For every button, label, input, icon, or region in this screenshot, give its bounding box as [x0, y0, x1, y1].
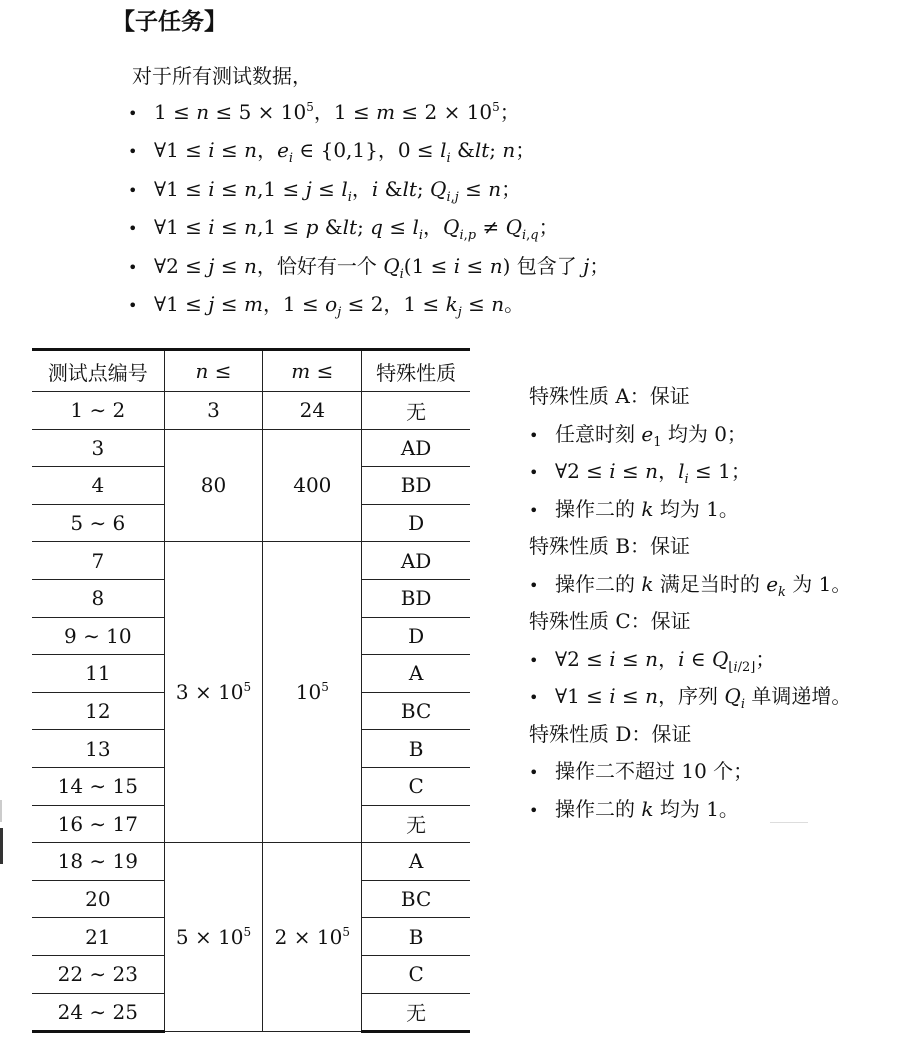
- property-title: 特殊性质 C：保证: [529, 609, 691, 633]
- header-n: n ≤: [164, 350, 263, 392]
- cell-special-property: BD: [362, 579, 470, 617]
- constraint-text: ∀1 ≤ i ≤ n，$e_i$ ∈ {0,1}，$0 \le l_i$ &lt; n；: [154, 138, 536, 167]
- cell-test-id: 7: [32, 542, 164, 580]
- table-body: [32, 392, 470, 1032]
- cell-special-property: AD: [362, 429, 470, 467]
- cell-test-id: 4: [32, 467, 164, 505]
- property-item: [529, 678, 851, 716]
- header-property: 特殊性质: [362, 350, 470, 392]
- property-text: 操作二的 k 满足当时的 $e_k$ 为 1。: [555, 571, 852, 600]
- cell-special-property: C: [362, 767, 470, 805]
- bullet: •: [529, 575, 539, 595]
- cell-special-property: 无: [362, 993, 470, 1032]
- cell-n-limit: 3: [164, 392, 263, 430]
- subtask-table: [32, 348, 470, 1033]
- constraint-item: • ∀1 ≤ $i \le n,1 \le j \le l_i$，i &lt; $Q_{i,j} \le n$；: [128, 176, 522, 205]
- property-item: [529, 641, 851, 679]
- cell-special-property: BC: [362, 692, 470, 730]
- table-row: [32, 392, 470, 430]
- cell-test-id: 8: [32, 579, 164, 617]
- cell-special-property: A: [362, 843, 470, 881]
- header-m: m ≤: [263, 350, 362, 392]
- cell-m-limit: $2 \times 10^5$: [263, 843, 362, 1032]
- bullet: •: [529, 425, 539, 445]
- cell-special-property: BC: [362, 880, 470, 918]
- cell-test-id: 1 ∼ 2: [32, 392, 164, 430]
- property-text: 操作二的 k 均为 1。: [555, 496, 739, 521]
- table-row: [32, 429, 470, 467]
- bullet: •: [529, 463, 539, 482]
- cell-special-property: D: [362, 617, 470, 655]
- property-text: 操作二的 k 均为 1。: [555, 796, 739, 821]
- intro-text: 对于所有测试数据，: [132, 64, 312, 88]
- constraints-list: [128, 93, 609, 323]
- edge-mark: [0, 828, 3, 864]
- table-row: [32, 542, 470, 580]
- cell-test-id: 16 ∼ 17: [32, 805, 164, 843]
- bullet: •: [529, 500, 539, 520]
- edge-mark: [0, 800, 2, 822]
- constraint-item: • ∀2 ≤ j ≤ n，恰好有一个 $Q_i(1 \le i \le n)$ 包含了 j；: [128, 253, 610, 282]
- table-header-row: [32, 350, 470, 392]
- property-item: [529, 416, 851, 454]
- property-item: [529, 753, 851, 791]
- cell-test-id: 3: [32, 429, 164, 467]
- cell-n-limit: $5 \times 10^5$: [164, 843, 263, 1032]
- cell-test-id: 22 ∼ 23: [32, 955, 164, 993]
- cell-special-property: BD: [362, 467, 470, 505]
- cell-test-id: 18 ∼ 19: [32, 843, 164, 881]
- cell-test-id: 21: [32, 918, 164, 956]
- cell-n-limit: $3 \times 10^5$: [164, 542, 263, 843]
- cell-n-limit: 80: [164, 429, 263, 542]
- special-properties: [529, 378, 851, 828]
- property-item: [529, 453, 851, 491]
- bullet: •: [529, 800, 539, 820]
- constraint-item: • ∀1 ≤ i ≤ n,1 ≤ p &lt; $q \le l_i$，$Q_{i,p} \ne Q_{i,q}$；: [128, 215, 559, 244]
- cell-special-property: B: [362, 918, 470, 956]
- cell-test-id: 14 ∼ 15: [32, 767, 164, 805]
- property-text: ∀1 ≤ i ≤ n，序列 $Q_i$ 单调递增。: [555, 684, 852, 712]
- section-heading: 【子任务】: [112, 9, 227, 35]
- constraint-text: ∀1 ≤ j ≤ m，$1 \le o_j \le 2$，$1 \le k_j \le n$。: [154, 291, 525, 320]
- cell-test-id: 24 ∼ 25: [32, 993, 164, 1032]
- cell-m-limit: 400: [263, 429, 362, 542]
- constraint-item: • $1 \le n \le 5 \times 10^5$，$1 \le m \le 2 \times 10^5$；: [128, 100, 520, 124]
- constraint-text: $1 \le n \le 5 \times 10^5$，$1 \le m \le 2 \times 10^5$；: [154, 100, 520, 124]
- cell-m-limit: $10^5$: [263, 542, 362, 843]
- property-item: [529, 566, 851, 604]
- cell-m-limit: 24: [263, 392, 362, 430]
- constraint-item: • ∀1 ≤ i ≤ n，$e_i$ ∈ {0,1}，$0 \le l_i$ &lt; n；: [128, 138, 536, 167]
- property-title: 特殊性质 D：保证: [529, 721, 692, 746]
- property-item: [529, 491, 851, 529]
- constraint-item: • ∀1 ≤ j ≤ m，$1 \le o_j \le 2$，$1 \le k_j \le n$。: [128, 291, 525, 320]
- cell-special-property: AD: [362, 542, 470, 580]
- bullet: •: [529, 688, 539, 707]
- cell-test-id: 11: [32, 655, 164, 693]
- cell-test-id: 9 ∼ 10: [32, 617, 164, 655]
- cell-test-id: 5 ∼ 6: [32, 504, 164, 542]
- cell-test-id: 13: [32, 730, 164, 768]
- property-text: 操作二不超过 10 个；: [555, 759, 754, 783]
- cell-special-property: D: [362, 504, 470, 542]
- property-text: ∀2 ≤ i ≤ n，$l_i \le 1$；: [555, 459, 751, 487]
- property-text: 任意时刻 $e_1$ 均为 0；: [555, 421, 747, 450]
- property-title: 特殊性质 B：保证: [529, 534, 691, 558]
- constraint-text: ∀1 ≤ $i \le n,1 \le j \le l_i$，i &lt; $Q_{i,j} \le n$；: [154, 176, 522, 205]
- table-row: [32, 843, 470, 881]
- bullet: •: [529, 650, 539, 670]
- cell-test-id: 20: [32, 880, 164, 918]
- cell-special-property: C: [362, 955, 470, 993]
- property-text: ∀2 ≤ i ≤ n，i ∈ $Q_{⌊i/2⌋}$；: [555, 646, 776, 675]
- constraint-text: ∀2 ≤ j ≤ n，恰好有一个 $Q_i(1 \le i \le n)$ 包含了 j；: [154, 253, 610, 282]
- bullet: •: [529, 763, 539, 782]
- cell-special-property: 无: [362, 392, 470, 430]
- constraint-text: ∀1 ≤ i ≤ n,1 ≤ p &lt; $q \le l_i$，$Q_{i,p} \ne Q_{i,q}$；: [154, 215, 559, 244]
- cell-special-property: B: [362, 730, 470, 768]
- divider: [770, 822, 808, 823]
- header-test-id: 测试点编号: [32, 350, 164, 392]
- cell-special-property: A: [362, 655, 470, 693]
- cell-test-id: 12: [32, 692, 164, 730]
- property-title: 特殊性质 A：保证: [529, 384, 690, 408]
- cell-special-property: 无: [362, 805, 470, 843]
